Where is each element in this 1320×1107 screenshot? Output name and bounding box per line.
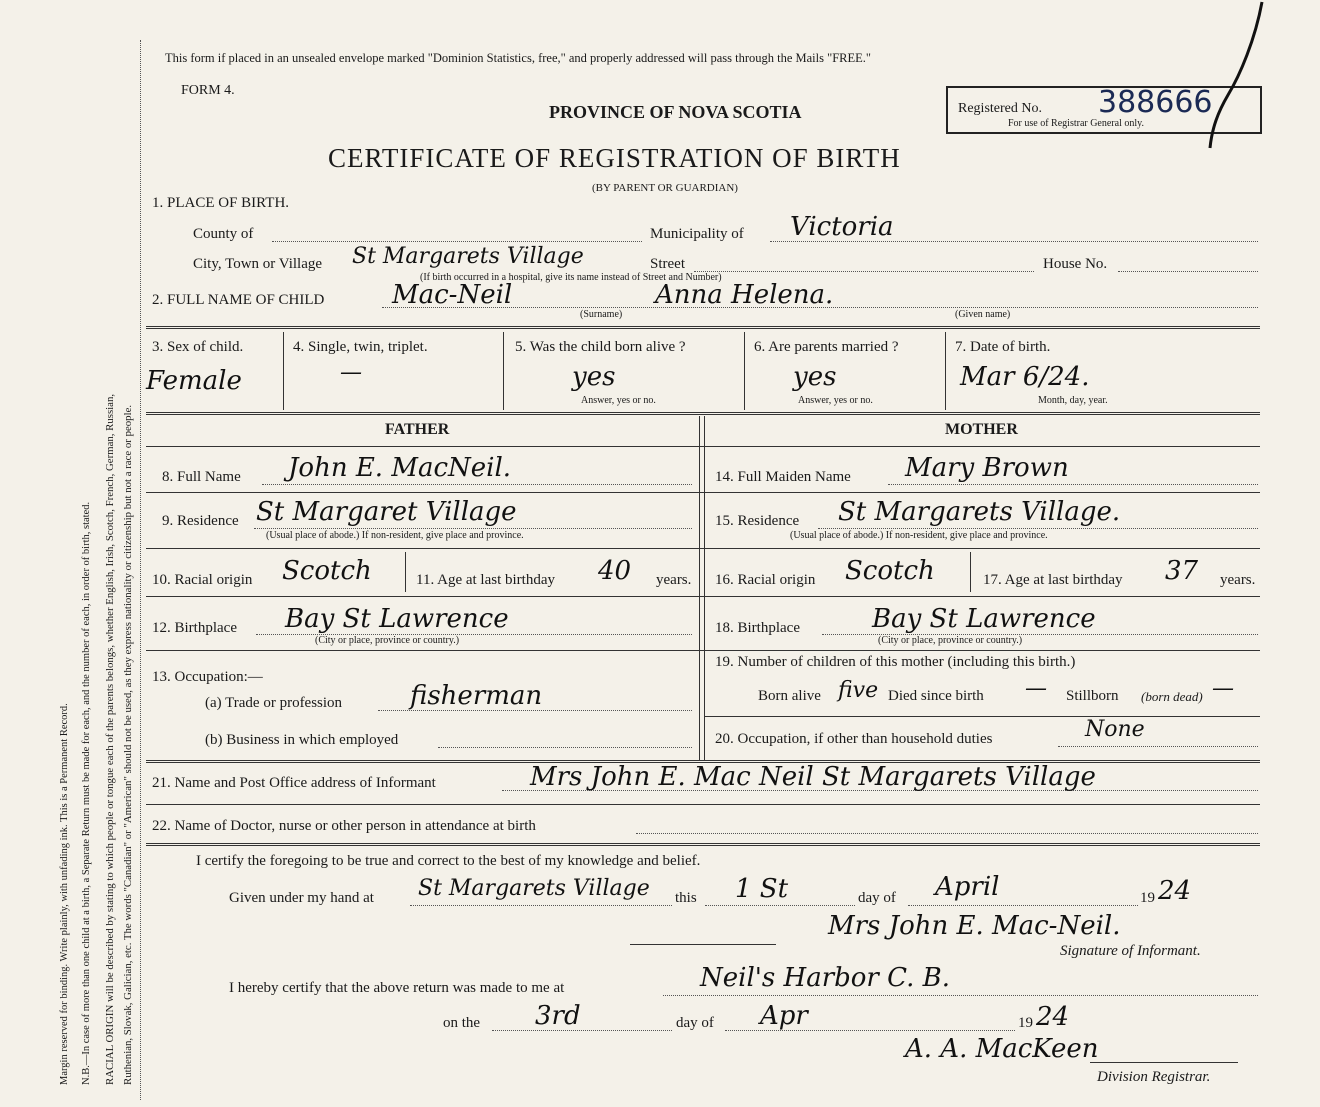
father-residence-caption: (Usual place of abode.) If non-resident, give place and province. [266,530,524,541]
died-since-birth-label: Died since birth [888,688,984,704]
registrar-statement: I hereby certify that the above return was made to me at [229,980,565,996]
father-age-label: 11. Age at last birthday [416,572,555,588]
born-alive-question: 5. Was the child born alive ? [515,339,686,355]
hospital-note: (If birth occurred in a hospital, give its name instead of Street and Number) [420,272,722,283]
date-caption: Month, day, year. [1038,395,1108,406]
father-origin-label: 10. Racial origin [152,572,253,588]
died-since-birth-count: — [1025,676,1047,701]
children-count-label: 19. Number of children of this mother (including this birth.) [715,654,1076,670]
section-divider-4 [146,843,1260,846]
certificate-title: CERTIFICATE OF REGISTRATION OF BIRTH [328,143,901,173]
mother-birthplace-value: Bay St Lawrence [872,604,1096,634]
mother-birthplace-label: 18. Birthplace [715,620,800,636]
mother-occupation-line [1058,746,1258,747]
binding-margin-line [140,40,141,1100]
business-label: (b) Business in which employed [205,732,399,748]
given-day-line [705,905,855,906]
mother-name-label: 14. Full Maiden Name [715,469,851,485]
surname-caption: (Surname) [580,309,623,320]
registered-number: 388666 [1098,85,1213,120]
city-label: City, Town or Village [193,256,323,272]
signature-caption: Signature of Informant. [1060,943,1201,959]
parents-married-answer: yes [793,362,837,392]
business-line [438,747,692,748]
row-divider [146,548,1260,549]
day-of-label: day of [858,890,896,906]
mail-note: This form if placed in an unsealed envelope marked "Dominion Statistics, free," and properly addressed will pass through the Mails "FREE." [165,51,872,65]
cell-divider [970,552,971,592]
margin-note-racial-origin-cont: Ruthenian, Slovak, Galician, etc. The words "Canadian" or "American" should not be used, as they express nationality or citizenship but not a race or people. [122,404,134,1085]
stillborn-count: — [1212,676,1234,701]
place-of-birth-heading: 1. PLACE OF BIRTH. [152,195,290,211]
father-name-line [262,484,692,485]
given-year-value: 24 [1158,876,1192,906]
reg-day-line [492,1030,672,1031]
father-years-label: years. [656,572,692,588]
informant-label: 21. Name and Post Office address of Informant [152,775,436,791]
row-divider [146,804,1260,805]
municipality-value: Victoria [790,212,894,242]
mother-origin-value: Scotch [845,556,935,586]
given-under-label: Given under my hand at [229,890,374,906]
trade-label: (a) Trade or profession [205,695,343,711]
row-divider [704,716,1260,717]
mother-birthplace-caption: (City or place, province or country.) [878,635,1023,646]
row-divider [146,446,1260,447]
year-prefix: 19 [1140,890,1155,906]
row-divider [146,596,1260,597]
date-of-birth-value: Mar 6/24. [960,362,1090,392]
section-divider-2 [146,412,1260,415]
father-birthplace-label: 12. Birthplace [152,620,237,636]
date-of-birth-label: 7. Date of birth. [955,339,1051,355]
given-day-value: 1 St [735,874,789,904]
mother-origin-label: 16. Racial origin [715,572,816,588]
registrar-rule [1090,1062,1238,1063]
column-divider-2 [704,416,705,760]
given-month-line [908,905,1138,906]
street-line [694,271,1034,272]
cell-divider [283,332,284,410]
house-no-label: House No. [1043,256,1108,272]
city-value: St Margarets Village [352,244,584,269]
born-alive-answer: yes [572,362,616,392]
born-alive-label: Born alive [758,688,821,704]
father-heading: FATHER [385,421,450,438]
mother-occupation-label: 20. Occupation, if other than household duties [715,731,993,747]
born-alive-count: five [838,678,879,703]
house-line [1118,271,1258,272]
father-name-value: John E. MacNeil. [288,453,512,483]
margin-note-multiple-births: N.B.—In case of more than one child at a birth, a Separate Return must be made for each, and the number of each, in order of birth, stated. [81,501,92,1085]
reg-day-of-label: day of [676,1015,714,1031]
father-occupation-label: 13. Occupation:— [152,669,263,685]
section-divider-1 [146,326,1260,329]
child-given-value: Anna Helena. [655,280,834,310]
child-name-label: 2. FULL NAME OF CHILD [152,292,325,308]
cell-divider [503,332,504,410]
mother-residence-value: St Margarets Village. [838,497,1121,527]
mother-occupation-value: None [1085,717,1145,742]
doctor-line [636,833,1258,834]
column-divider [699,416,700,760]
registrar-general-note: For use of Registrar General only. [1008,118,1144,129]
doctor-label: 22. Name of Doctor, nurse or other person in attendance at birth [152,818,536,834]
mother-name-line [888,484,1258,485]
stillborn-note: (born dead) [1141,689,1203,704]
mother-heading: MOTHER [945,421,1018,438]
mother-name-value: Mary Brown [905,453,1069,483]
father-age-value: 40 [598,556,632,586]
father-birthplace-value: Bay St Lawrence [285,604,509,634]
given-month-value: April [935,872,1000,902]
margin-note-binding: Margin reserved for binding. Write plainly, with unfading ink. This is a Permanent Record. [59,703,70,1085]
certificate-subtitle: (BY PARENT OR GUARDIAN) [592,182,738,194]
mother-age-value: 37 [1165,556,1199,586]
on-the-label: on the [443,1015,481,1031]
answer-caption: Answer, yes or no. [581,395,656,406]
cell-divider [744,332,745,410]
sex-label: 3. Sex of child. [152,339,244,355]
informant-value: Mrs John E. Mac Neil St Margarets Village [530,762,1096,792]
margin-note-racial-origin: RACIAL ORIGIN will be described by stating to which people or tongue each of the parents belongs, whether English, Irish, Scotch, French, German, Russian, [104,393,116,1085]
child-surname-value: Mac-Neil [392,280,513,310]
trade-value: fisherman [410,681,543,711]
mother-age-label: 17. Age at last birthday [983,572,1123,588]
multiple-birth-label: 4. Single, twin, triplet. [293,339,428,355]
reg-month-value: Apr [760,1001,808,1031]
row-divider [146,492,1260,493]
registrar-caption: Division Registrar. [1097,1069,1211,1085]
row-divider [146,650,1260,651]
given-place-value: St Margarets Village [418,876,650,901]
reg-day-value: 3rd [535,1001,581,1031]
registered-no-label: Registered No. [958,101,1042,116]
province-heading: PROVINCE OF NOVA SCOTIA [549,102,802,122]
this-label: this [675,890,697,906]
informant-signature: Mrs John E. Mac-Neil. [828,911,1121,941]
reg-year-prefix: 19 [1018,1015,1033,1031]
father-birthplace-caption: (City or place, province or country.) [315,635,460,646]
cell-divider [945,332,946,410]
sex-value: Female [146,366,242,396]
registrar-place-value: Neil's Harbor C. B. [700,963,950,993]
mother-residence-label: 15. Residence [715,513,800,529]
signature-rule [630,944,776,945]
county-line [272,241,642,242]
stillborn-label: Stillborn [1066,688,1119,704]
mother-years-label: years. [1220,572,1256,588]
mother-residence-line [818,528,1258,529]
reg-year-value: 24 [1036,1002,1070,1032]
cell-divider [405,552,406,592]
father-residence-line [254,528,692,529]
given-name-caption: (Given name) [955,309,1011,320]
certify-statement: I certify the foregoing to be true and correct to the best of my knowledge and belief. [196,853,701,869]
form-number: FORM 4. [181,83,235,98]
parents-married-question: 6. Are parents married ? [754,339,899,355]
father-name-label: 8. Full Name [162,469,241,485]
given-place-line [410,905,672,906]
street-label: Street [650,256,685,272]
registrar-signature: A. A. MacKeen [905,1034,1099,1064]
multiple-birth-value: — [340,360,362,385]
ink-stroke [1200,0,1270,150]
father-origin-value: Scotch [282,556,372,586]
answer-caption-2: Answer, yes or no. [798,395,873,406]
mother-residence-caption: (Usual place of abode.) If non-resident, give place and province. [790,530,1048,541]
municipality-label: Municipality of [650,226,744,242]
county-label: County of [193,226,254,242]
father-residence-value: St Margaret Village [256,497,517,527]
registrar-place-line [663,995,1258,996]
father-residence-label: 9. Residence [162,513,239,529]
